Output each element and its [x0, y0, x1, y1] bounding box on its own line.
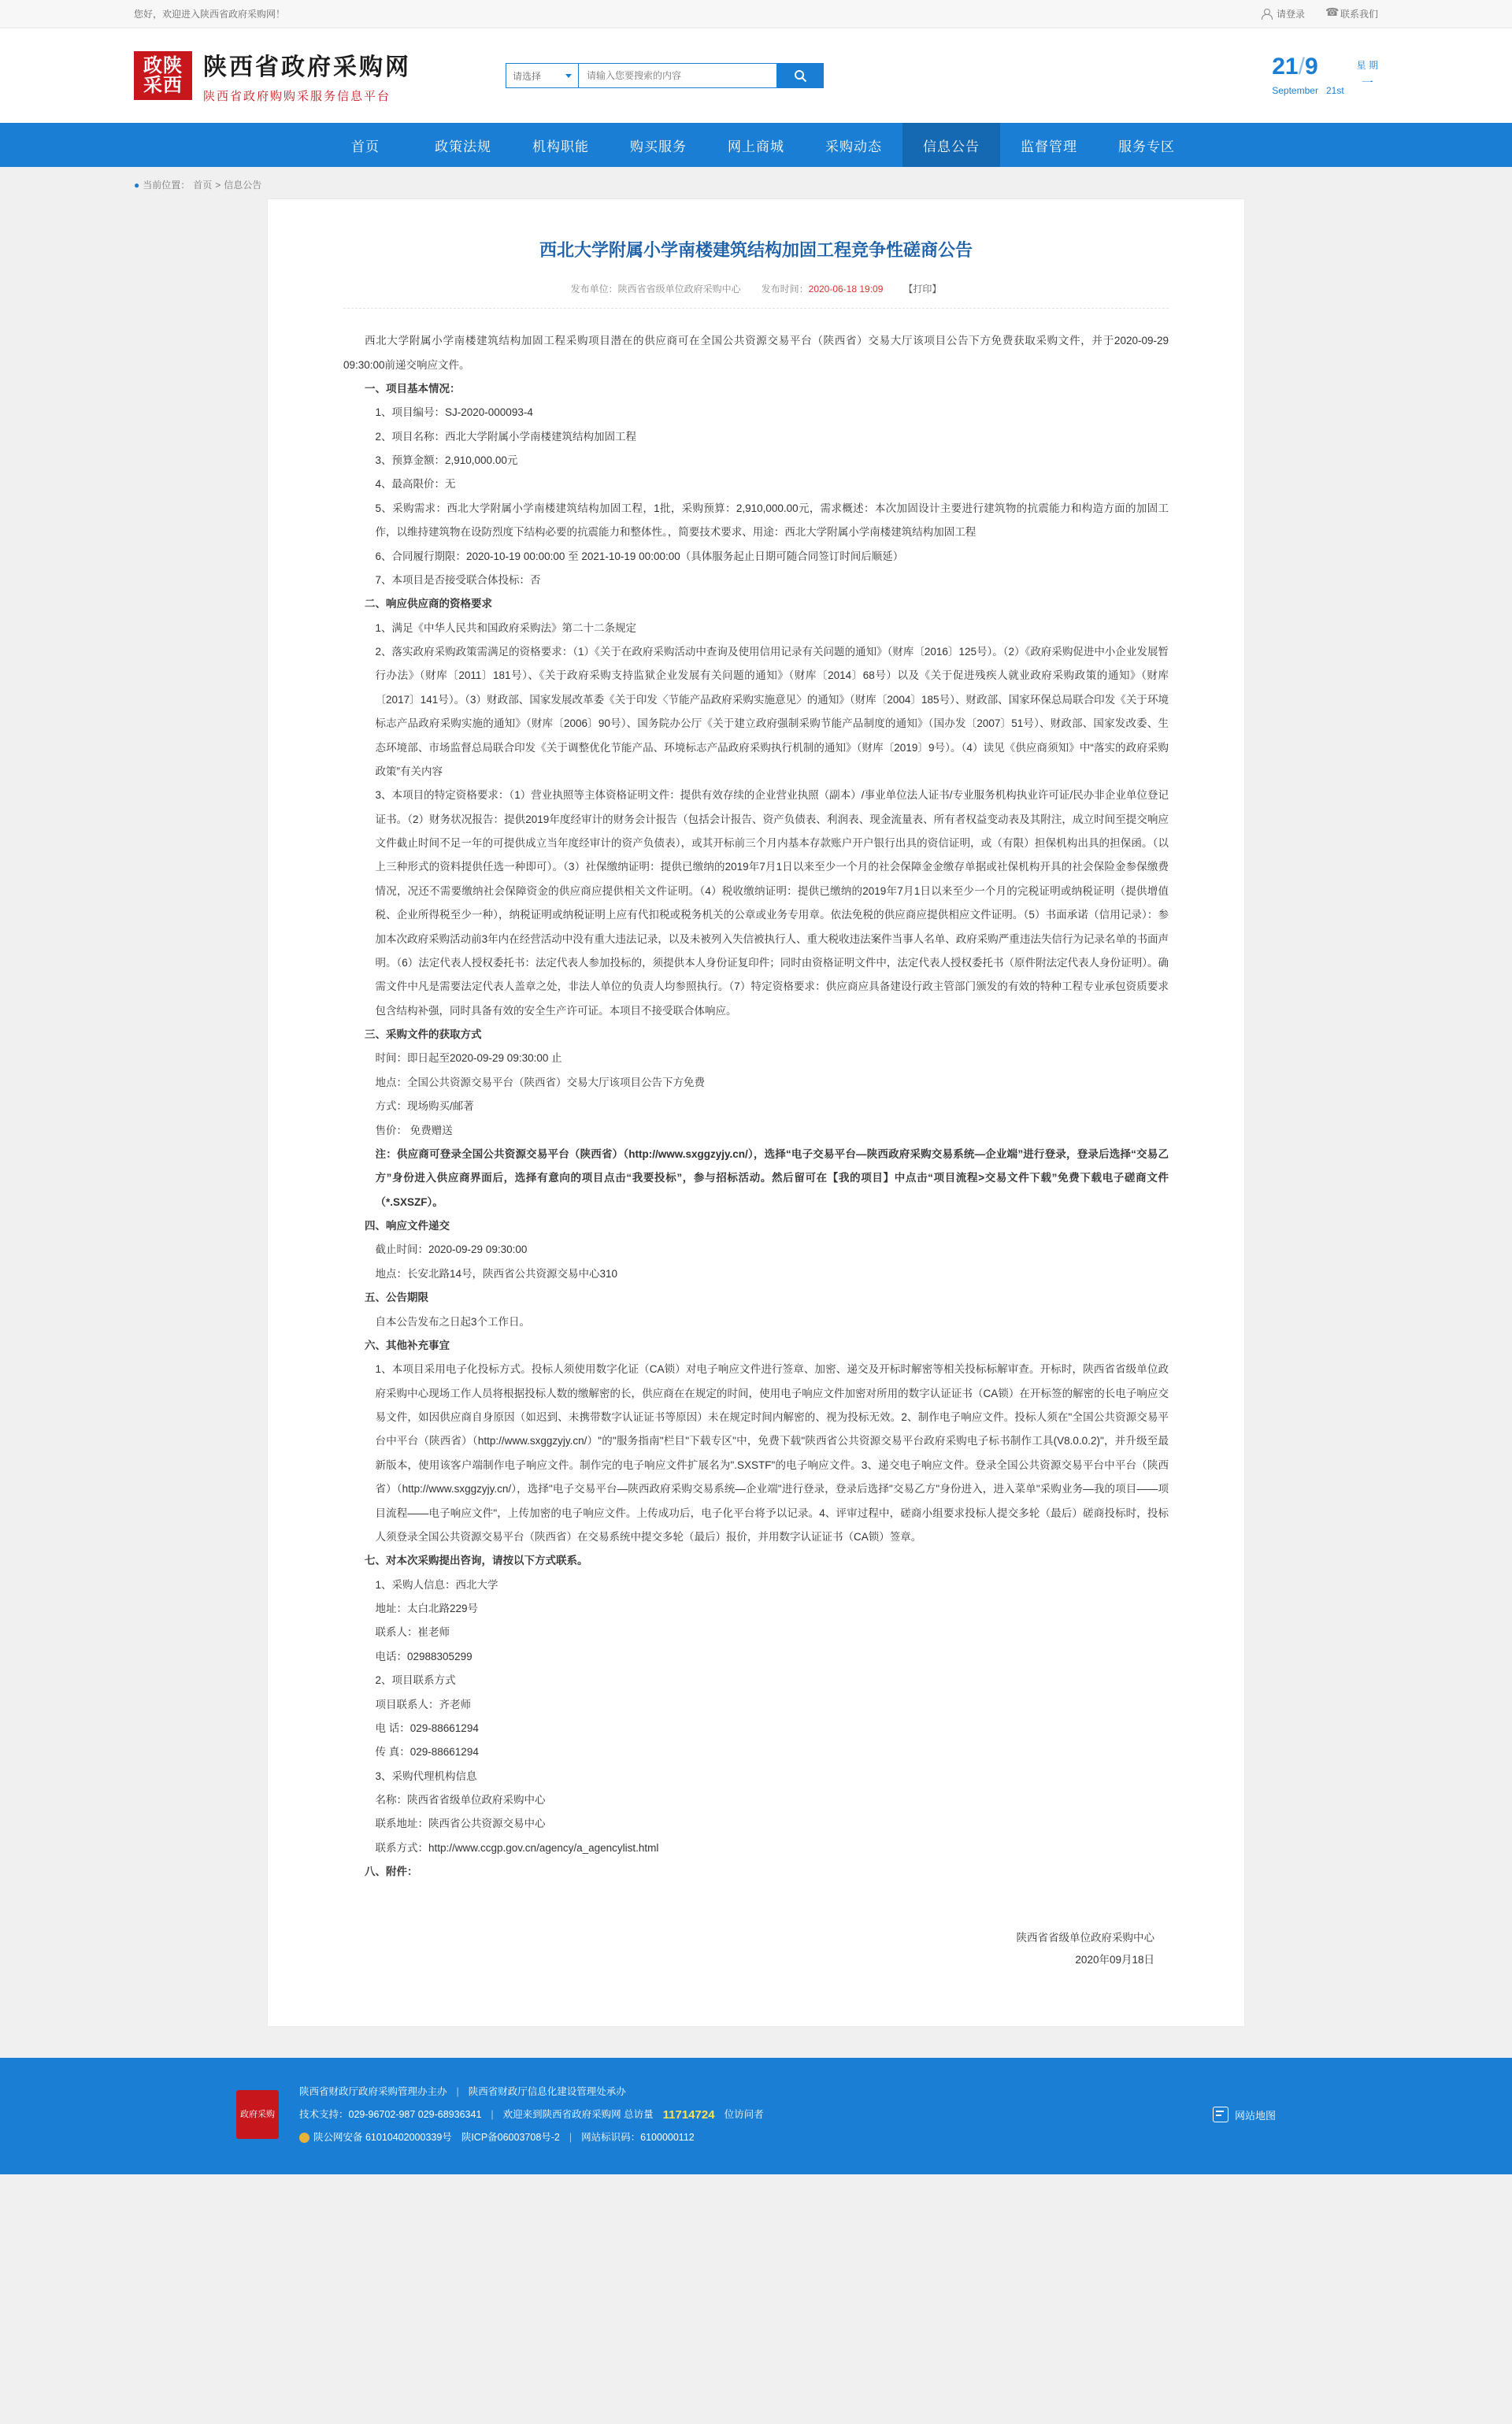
police-badge[interactable]: [299, 2127, 452, 2148]
document-meta: [343, 282, 1169, 309]
site-subtitle: 陕西省政府购购采服务信息平台: [203, 89, 391, 103]
logo-mark-line1: 政陕: [143, 54, 183, 76]
doc-paragraph: 电话：02988305299: [375, 1650, 472, 1662]
nav-item-purchase-service[interactable]: 购买服务: [630, 139, 687, 155]
site-identifier: 网站标识码：6100000112: [581, 2132, 695, 2143]
police-badge-icon: [299, 2133, 309, 2143]
search-input[interactable]: [578, 63, 776, 88]
date-slash: /: [1298, 54, 1305, 80]
announcement-card: [268, 199, 1244, 2026]
search-button[interactable]: [776, 63, 824, 88]
page-title: 西北大学附属小学南楼建筑结构加固工程竞争性磋商公告: [539, 241, 973, 261]
date-day: 21: [1272, 54, 1299, 80]
footer-divider: |: [569, 2132, 573, 2143]
publish-time-value: 2020-06-18 19:09: [808, 284, 884, 295]
doc-section-heading: 六、其他补充事宜: [365, 1339, 450, 1351]
doc-paragraph: 地点：全国公共资源交易平台（陕西省）交易大厅该项目公告下方免费: [375, 1076, 705, 1088]
breadcrumb-item-current[interactable]: 信息公告: [224, 180, 262, 191]
footer-visit-suffix: 位访问者: [724, 2109, 764, 2121]
doc-paragraph: 地址：太白北路229号: [375, 1603, 479, 1615]
phone-icon: [1325, 9, 1336, 19]
user-icon: [1262, 9, 1272, 19]
doc-paragraph: 3、本项目的特定资格要求：（1）营业执照等主体资格证明文件：提供有效存续的企业营业执照（副本）/事业单位法人证书/专业服务机构执业许可证/民办非企业单位登记证书。（2）财务状况报告：提供2019年度经审计的财务会计报告（包括会计报告、资产负债表、利润表、现金流量表、所有者权益变动表及其附注，成立时间至提交响应文件截止时间不足一年的可提供成立当年度经审计的资产负债表），或其开标前三个月内基本存款账户开户银行出具的资信证明，或（有限）担保机构出具的担保函。（以上三种形式的资料提供任选一种即可）。（3）社保缴纳证明：提供已缴纳的2019年7月1日以来至少一个月的社会保障金金缴存单据或社保机构开具的社会保险金参保缴费情况，况还不需要缴纳社会保障资金的供应商应提供相关文件证明。（4）税收缴纳证明：提供已缴纳的2019年7月1日以来至少一个月的完税证明或纳税证明（提供增值税、企业所得税至少一种），纳税证明或纳税证明上应有代扣税或税务机关的公章或业务专用章。依法免税的供应商应提供相应文件证明。（5）书面承诺（信用记录）：参加本次政府采购活动前3年内在经营活动中没有重大违法记录，以及未被列入失信被执行人、重大税收违法案件当事人名单、政府采购严重违法失信行为记录名单的书面声明。（6）法定代表人授权委托书：法定代表人参加投标的，须提供本人身份证复印件；同时由资格证明文件中，法定代表人授权委托书（原件附法定代表人身份证明）。确需文件中凡是需要法定代表人盖章之处，非法人单位的负责人均参照执行。（7）特定资格要求：供应商应具备建设行政主管部门颁发的有效的特种工程专业承包资质要求包含结构补强，同时具备有效的安全生产许可证。本项目不接受联合体响应。: [375, 789, 1169, 1017]
search-icon: [794, 69, 807, 83]
date-day-ordinal: 21st: [1325, 85, 1344, 96]
contact-link-label: 联系我们: [1340, 9, 1378, 20]
contact-link[interactable]: [1325, 7, 1378, 20]
footer-divider: |: [491, 2109, 494, 2121]
doc-paragraph: 1、满足《中华人民共和国政府采购法》第二十二条规定: [375, 621, 637, 634]
doc-section-heading: 五、公告期限: [365, 1292, 428, 1304]
site-footer: [0, 2058, 1512, 2174]
police-record-number: 陕公网安备 61010402000339号: [313, 2132, 452, 2143]
doc-section-heading: 二、响应供应商的资格要求: [365, 598, 492, 610]
print-button[interactable]: 【打印】: [903, 284, 942, 295]
doc-paragraph: 2、项目联系方式: [375, 1674, 456, 1687]
publisher-value: 陕西省省级单位政府采购中心: [617, 284, 741, 295]
doc-paragraph-link[interactable]: 联系方式：http://www.ccgp.gov.cn/agency/a_agencylist.html: [375, 1841, 659, 1854]
site-header: [0, 28, 1512, 123]
doc-section-heading: 三、采购文件的获取方式: [365, 1029, 482, 1041]
main-nav: [0, 123, 1512, 167]
doc-paragraph: 1、采购人信息：西北大学: [375, 1578, 498, 1591]
doc-paragraph: 方式：现场购买/邮著: [375, 1100, 474, 1113]
doc-paragraph: 截止时间：2020-09-29 09:30:00: [375, 1244, 528, 1256]
footer-row-2: [299, 2103, 764, 2128]
document-body: [343, 329, 1169, 1884]
date-sub: [1272, 85, 1343, 96]
sitemap-icon: [1213, 2107, 1228, 2122]
nav-item-policy[interactable]: 政策法规: [435, 139, 491, 155]
footer-row-3: [299, 2127, 764, 2148]
utility-topbar: [0, 0, 1512, 28]
doc-paragraph: 电 话：029-88661294: [375, 1722, 479, 1734]
location-pin-icon: ●: [134, 179, 140, 191]
search-area: [506, 63, 824, 88]
login-link[interactable]: [1262, 7, 1305, 20]
breadcrumb-prefix: 当前位置：: [143, 180, 191, 191]
signature-org: 陕西省省级单位政府采购中心: [1016, 1931, 1154, 1944]
doc-paragraph: 西北大学附属小学南楼建筑结构加固工程采购项目潜在的供应商可在全国公共资源交易平台（陕西省）交易大厅该项目公告下方免费获取采购文件，并于2020-09-29 09:30:00前递交响应文件。: [343, 335, 1169, 371]
breadcrumb-separator: >: [215, 179, 221, 191]
footer-row-1: [299, 2081, 764, 2102]
date-month-num: 9: [1304, 54, 1318, 80]
logo-text: [203, 47, 411, 104]
search-category-value: 请选择: [513, 70, 542, 82]
document-signature: [343, 1927, 1169, 1972]
sitemap-label: 网站地图: [1234, 2109, 1276, 2122]
signature-date: 2020年09月18日: [1075, 1953, 1154, 1966]
footer-visit-count: 11714724: [662, 2107, 715, 2122]
nav-item-online-mall[interactable]: 网上商城: [728, 139, 784, 155]
doc-paragraph: 5、采购需求：西北大学附属小学南楼建筑结构加固工程，1批，采购预算：2,910,000.00元，需求概述：本次加固设计主要进行建筑物的抗震能力和构造方面的加固工作，以维持建筑物在设防烈度下结构必要的抗震能力和整体性。，简要技术要求、用途：西北大学附属小学南楼建筑结构加固工程: [375, 502, 1169, 539]
weekday-block: [1357, 57, 1378, 94]
footer-operator: 陕西省财政厅信息化建设管理处承办: [468, 2086, 626, 2098]
doc-paragraph: 传 真：029-88661294: [375, 1746, 479, 1759]
doc-paragraph: 6、合同履行期限：2020-10-19 00:00:00 至 2021-10-19 00:00:00（具体服务起止日期可随合同签订时间后顺延）: [375, 550, 904, 562]
logo-mark-line2: 采西: [143, 74, 183, 96]
doc-paragraph: 7、本项目是否接受联合体投标：否: [375, 573, 541, 586]
doc-paragraph: 1、项目编号：SJ-2020-000093-4: [375, 406, 533, 419]
breadcrumb: [134, 167, 1378, 199]
doc-paragraph: 名称：陕西省省级单位政府采购中心: [375, 1794, 546, 1807]
doc-paragraph: 项目联系人：齐老师: [375, 1698, 471, 1711]
logo-mark: [134, 51, 192, 100]
doc-paragraph: 售价： 免费赠送: [375, 1124, 453, 1136]
chevron-down-icon: [565, 74, 572, 78]
nav-item-functions[interactable]: 机构职能: [532, 139, 589, 155]
nav-item-supervision[interactable]: 监督管理: [1021, 139, 1077, 155]
nav-item-service-zone[interactable]: 服务专区: [1118, 139, 1175, 155]
doc-section-heading: 四、响应文件递交: [365, 1220, 450, 1232]
sitemap-link[interactable]: [1213, 2107, 1276, 2122]
topbar-links: [1262, 7, 1378, 20]
publish-time-label: 发布时间：: [761, 284, 809, 295]
footer-visit-label: 欢迎来到陕西省政府采购网 总访量: [502, 2109, 654, 2121]
date-widget: [1272, 55, 1378, 96]
publisher-label: 发布单位：: [570, 284, 618, 295]
nav-item-home[interactable]: 首页: [351, 139, 380, 155]
topbar-greeting: 您好，欢迎进入陕西省政府采购网！: [134, 9, 286, 20]
publish-time: [762, 282, 884, 295]
weekday-value: 一: [1361, 76, 1373, 91]
doc-paragraph: 时间：即日起至2020-09-29 09:30:00 止: [375, 1052, 562, 1065]
site-logo[interactable]: [134, 47, 411, 104]
date-month-name: September: [1272, 85, 1318, 96]
nav-item-news[interactable]: 采购动态: [825, 139, 882, 155]
doc-paragraph: 3、采购代理机构信息: [375, 1770, 477, 1782]
icp-record: 陕ICP备06003708号-2: [461, 2132, 560, 2143]
doc-section-heading: 七、对本次采购提出咨询，请按以下方式联系。: [365, 1555, 588, 1567]
publisher: [571, 282, 741, 295]
site-name: 陕西省政府采购网: [203, 54, 411, 81]
footer-seal-icon: 政府采购: [236, 2090, 279, 2139]
doc-paragraph: 4、最高限价：无: [375, 478, 456, 491]
doc-paragraph: 地点：长安北路14号，陕西省公共资源交易中心310: [375, 1267, 618, 1280]
doc-paragraph: 3、预算金额：2,910,000.00元: [375, 454, 518, 467]
search-category-select[interactable]: [506, 63, 578, 88]
doc-section-heading: 一、项目基本情况：: [365, 382, 461, 395]
login-link-label: 请登录: [1276, 9, 1305, 20]
footer-text-block: [299, 2081, 764, 2148]
footer-tech-support: 技术支持：029-96702-987 029-68936341: [299, 2109, 482, 2121]
doc-paragraph: 自本公告发布之日起3个工作日。: [375, 1315, 531, 1328]
doc-paragraph: 2、项目名称：西北大学附属小学南楼建筑结构加固工程: [375, 430, 637, 443]
doc-note: 注：供应商可登录全国公共资源交易平台（陕西省）（http://www.sxggzyjy.cn/），选择“电子交易平台—陕西政府采购交易系统—企业端”进行登录，登录后选择“交易乙方”身份进入供应商界面后，选择有意向的项目点击“我要投标”，参与招标活动。然后留可在【我的项目】中点击“项目流程>交易文件下载”免费下载电子磋商文件（*.SXSZF）。: [375, 1147, 1169, 1208]
breadcrumb-item-home[interactable]: 首页: [193, 180, 213, 191]
doc-section-heading: 八、附件：: [365, 1866, 418, 1878]
doc-paragraph: 联系地址：陕西省公共资源交易中心: [375, 1818, 546, 1830]
date-main: [1272, 55, 1343, 79]
doc-paragraph: 联系人：崔老师: [375, 1626, 450, 1639]
doc-paragraph: 2、落实政府采购政策需满足的资格要求：（1）《关于在政府采购活动中查询及使用信用记录有关问题的通知》（财库〔2016〕125号）。（2）《政府采购促进中小企业发展暂行办法》（财库〔2011〕181号）、《关于政府采购支持监狱企业发展有关问题的通知》（财库〔2014〕68号）以及《关于促进残疾人就业政府采购政策的通知》（财库〔2017〕141号）。（3）财政部、国家发展改革委《关于印发〈节能产品政府采购实施意见〉的通知》（财库〔2004〕185号）、财政部、国家环保总局联合印发《关于环境标志产品政府采购实施的通知》（财库〔2006〕90号）、国务院办公厅《关于建立政府强制采购节能产品制度的通知》（国办发〔2007〕51号）、财政部、国家发改委、生态环境部、市场监督总局联合印发《关于调整优化节能产品、环境标志产品政府采购执行机制的通知》（财库〔2019〕9号）。（4）读见《供应商须知》中“落实的政府采购政策”有关内容: [375, 646, 1169, 777]
footer-sponsor: 陕西省财政厅政府采购管理办主办: [299, 2086, 447, 2098]
breadcrumb-bar: [0, 167, 1512, 199]
weekday-label: 星 期: [1356, 60, 1378, 72]
doc-paragraph: 1、本项目采用电子化投标方式。投标人须使用数字化证（CA锁）对电子响应文件进行签章、加密、递交及开标时解密等相关投标标解审查。开标时，陕西省省级单位政府采购中心现场工作人员将根据投标人数的缴解密的长，供应商在在规定的时间，使用电子响应文件加密对所用的数字认证证书（CA锁）在开标签的解密的长电子响应交易文件，如因供应商自身原因（如迟到、未携带数字认证证书等原因）未在规定时间内解密的、视为投标无效。2、制作电子响应文件。投标人须在"全国公共资源交易平台中平台（陕西省）（http://www.sxggzyjy.cn/）"的"服务指南"栏目"下载专区"中，免费下载"陕西省公共资源交易平台政府采购电子标书制作工具(V8.0.0.2)"，并升级至最新版本，使用该客户端制作电子响应文件。制作完的电子响应文件扩展名为".SXSTF"的电子响应文件。3、递交电子响应文件。登录全国公共资源交易平台中平台（陕西省）（http://www.sxggzyjy.cn/），选择"电子交易平台—陕西政府采购交易系统—企业端"进行登录，登录后选择"交易乙方"身份进入，进入菜单"采购业务—我的项目——项目流程——电子响应文件"，上传加密的电子响应文件。上传成功后，电子化平台将予以记录。4、评审过程中，磋商小组要求投标人提交多轮（最后）磋商投标时，投标人须登录全国公共资源交易平台（陕西省）在交易系统中提交多轮（最后）报价，并用数字认证证书（CA锁）签章。: [375, 1363, 1169, 1543]
nav-item-announcements[interactable]: 信息公告: [902, 123, 1000, 167]
footer-divider: |: [456, 2086, 459, 2098]
